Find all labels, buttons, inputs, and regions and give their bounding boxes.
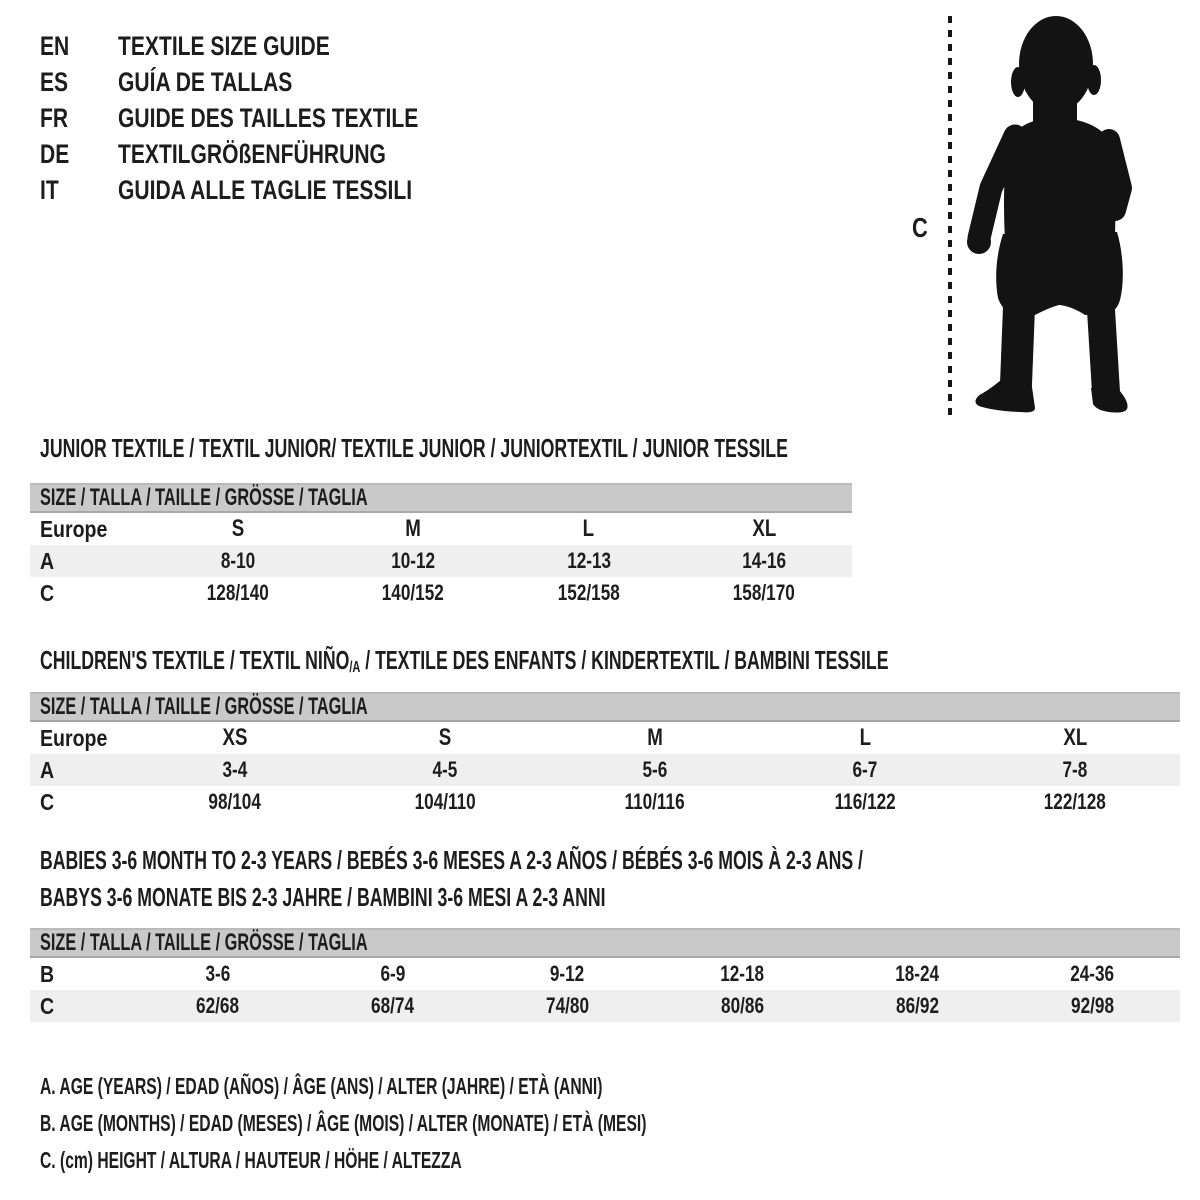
junior-height-value: 128/140 <box>206 580 269 605</box>
children-size-header-band: SIZE / TALLA / TAILLE / GRÖSSE / TAGLIA <box>30 692 1180 722</box>
children-age-value: 5-6 <box>642 757 668 782</box>
babies-size-table <box>30 928 1180 1022</box>
junior-size: S <box>231 515 244 542</box>
lang-code-fr: FR <box>40 102 69 133</box>
lang-title-it: GUIDA ALLE TAGLIE TESSILI <box>118 174 413 205</box>
babies-months-row <box>30 958 1180 990</box>
lang-row-es <box>40 64 503 100</box>
babies-height-value: 68/74 <box>371 993 414 1018</box>
children-height-value: 104/110 <box>414 789 476 814</box>
babies-height-value: 74/80 <box>546 993 589 1018</box>
children-sizes-row <box>30 722 1180 754</box>
junior-size: L <box>583 515 595 542</box>
children-age-value: 7-8 <box>1062 757 1088 782</box>
junior-size-table <box>30 483 852 609</box>
babies-size-header-band: SIZE / TALLA / TAILLE / GRÖSSE / TAGLIA <box>30 928 1180 958</box>
babies-row-c-label: C <box>40 992 55 1019</box>
height-measure-label: C <box>912 212 928 243</box>
lang-row-it <box>40 172 503 208</box>
junior-age-value: 12-13 <box>566 548 611 573</box>
lang-code-es: ES <box>40 66 69 97</box>
junior-age-value: 10-12 <box>391 548 436 573</box>
children-row-c-label: C <box>40 788 55 815</box>
lang-title-en: TEXTILE SIZE GUIDE <box>118 30 330 61</box>
babies-months-value: 24-36 <box>1070 961 1115 986</box>
babies-height-value: 92/98 <box>1071 993 1114 1018</box>
legend-line-a: A. AGE (YEARS) / EDAD (AÑOS) / ÂGE (ANS) / ALTER (JAHRE) / ETÀ (ANNI) <box>40 1073 603 1099</box>
babies-months-value: 12-18 <box>720 961 765 986</box>
junior-height-value: 152/158 <box>557 580 620 605</box>
children-height-value: 98/104 <box>208 789 262 814</box>
babies-months-value: 3-6 <box>205 961 230 986</box>
children-title-subscript: /A <box>349 657 361 676</box>
children-size: S <box>438 724 452 751</box>
children-age-value: 4-5 <box>432 757 458 782</box>
junior-section-title: JUNIOR TEXTILE / TEXTIL JUNIOR/ TEXTILE JUNIOR / JUNIORTEXTIL / JUNIOR TESSILE <box>40 433 788 463</box>
lang-title-es: GUÍA DE TALLAS <box>118 66 293 97</box>
junior-age-value: 14-16 <box>742 548 787 573</box>
babies-section-title-line2: BABYS 3-6 MONATE BIS 2-3 JAHRE / BAMBINI 3-6 MESI A 2-3 ANNI <box>40 882 606 912</box>
children-size: M <box>647 724 663 751</box>
babies-height-value: 62/68 <box>196 993 239 1018</box>
babies-row-b-label: B <box>40 960 55 987</box>
babies-months-value: 6-9 <box>380 961 405 986</box>
lang-row-de <box>40 136 503 172</box>
children-size: L <box>859 724 871 751</box>
children-size-table <box>30 692 1180 818</box>
legend-line-c: C. (cm) HEIGHT / ALTURA / HAUTEUR / HÖHE / ALTEZZA <box>40 1147 462 1173</box>
lang-code-en: EN <box>40 30 70 61</box>
junior-height-value: 140/152 <box>382 580 445 605</box>
height-measure-dashed-line <box>948 16 952 416</box>
babies-height-value: 86/92 <box>896 993 939 1018</box>
children-height-value: 122/128 <box>1043 789 1107 814</box>
language-list <box>40 28 503 208</box>
children-size: XS <box>222 724 248 751</box>
lang-code-de: DE <box>40 138 70 169</box>
junior-region-label: Europe <box>40 515 108 542</box>
babies-section-title-line1: BABIES 3-6 MONTH TO 2-3 YEARS / BEBÉS 3-6 MESES A 2-3 AÑOS / BÉBÉS 3-6 MOIS À 2-3 ANS / <box>40 845 863 875</box>
children-age-value: 3-4 <box>222 757 248 782</box>
junior-row-c-label: C <box>40 579 55 606</box>
babies-months-value: 18-24 <box>895 961 940 986</box>
toddler-silhouette-image <box>963 12 1138 417</box>
lang-row-en <box>40 28 503 64</box>
lang-row-fr <box>40 100 503 136</box>
children-row-a-label: A <box>40 756 55 783</box>
legend-line-b: B. AGE (MONTHS) / EDAD (MESES) / ÂGE (MOIS) / ALTER (MONATE) / ETÀ (MESI) <box>40 1110 647 1136</box>
children-height-value: 110/116 <box>624 789 686 814</box>
children-age-value: 6-7 <box>852 757 878 782</box>
children-region-label: Europe <box>40 724 108 751</box>
junior-size: M <box>405 515 422 542</box>
children-section-title: CHILDREN'S TEXTILE / TEXTIL NIÑO/A / TEXTILE DES ENFANTS / KINDERTEXTIL / BAMBINI TESSILE <box>40 645 889 676</box>
children-height-value: 116/122 <box>834 789 896 814</box>
lang-code-it: IT <box>40 174 59 205</box>
children-size: XL <box>1063 724 1087 751</box>
junior-age-value: 8-10 <box>220 548 255 573</box>
junior-height-row <box>30 577 852 609</box>
junior-sizes-row <box>30 513 852 545</box>
children-age-row <box>30 754 1180 786</box>
children-height-row <box>30 786 1180 818</box>
babies-months-value: 9-12 <box>550 961 585 986</box>
lang-title-de: TEXTILGRÖßENFÜHRUNG <box>118 138 386 169</box>
babies-height-value: 80/86 <box>721 993 764 1018</box>
junior-age-row <box>30 545 852 577</box>
babies-height-row <box>30 990 1180 1022</box>
junior-row-a-label: A <box>40 547 55 574</box>
junior-size-header-band: SIZE / TALLA / TAILLE / GRÖSSE / TAGLIA <box>30 483 852 513</box>
lang-title-fr: GUIDE DES TAILLES TEXTILE <box>118 102 419 133</box>
junior-size: XL <box>752 515 777 542</box>
junior-height-value: 158/170 <box>733 580 796 605</box>
